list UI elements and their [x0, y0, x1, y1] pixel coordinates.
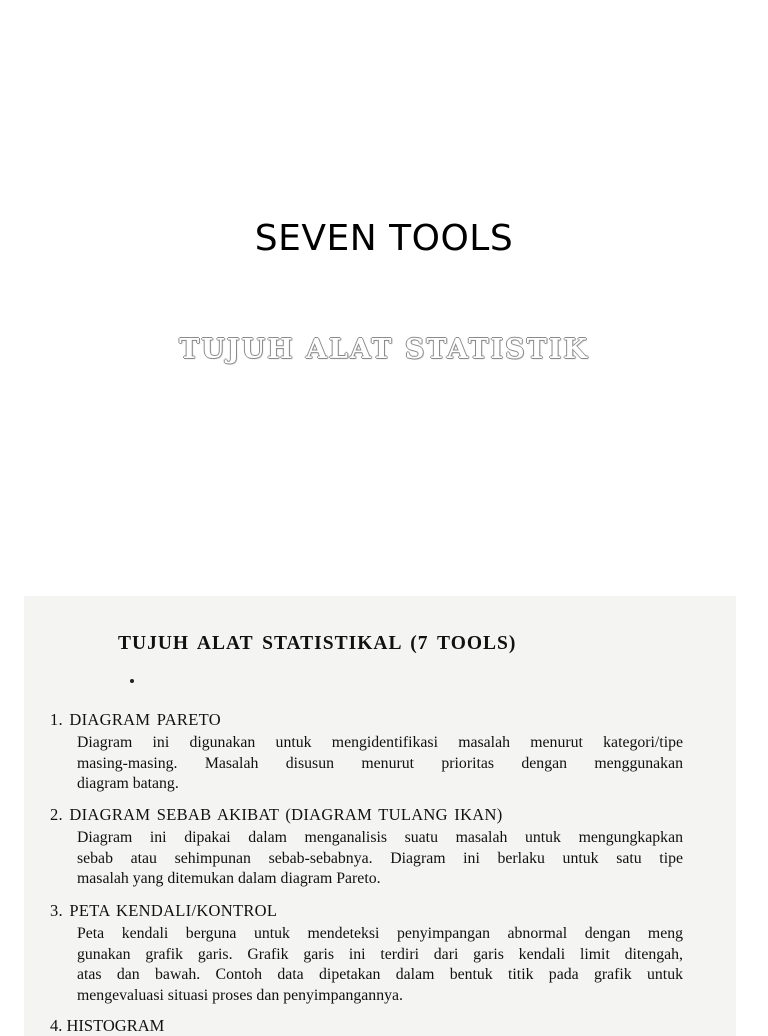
scanned-document-page — [24, 596, 736, 1036]
list-item-pareto — [50, 710, 690, 795]
slide-subtitle: TUJUH ALAT STATISTIK — [179, 334, 589, 365]
body-line: diagram batang. — [77, 775, 179, 792]
list-item-heading: 2. DIAGRAM SEBAB AKIBAT (DIAGRAM TULANG IKAN) — [50, 805, 503, 824]
body-line: masalah yang ditemukan dalam diagram Pareto. — [77, 870, 381, 887]
list-item-body — [77, 828, 683, 890]
list-item-control-chart — [50, 901, 690, 1006]
cut-off-heading: 4. HISTOGRAM — [50, 1016, 165, 1035]
body-line: masing-masing. Masalah disusun menurut prioritas dengan menggunakan — [77, 754, 683, 772]
body-line: Diagram ini digunakan untuk mengidentifikasi masalah menurut kategori/tipe — [77, 734, 683, 751]
body-line: gunakan grafik garis. Grafik garis ini terdiri dari garis kendali limit ditengah, — [77, 945, 683, 963]
slide-title: SEVEN TOOLS — [254, 218, 514, 259]
body-line: sebab atau sehimpunan sebab-sebabnya. Diagram ini berlaku untuk satu tipe — [77, 849, 683, 867]
body-line: atas dan bawah. Contoh data dipetakan dalam bentuk titik pada grafik untuk — [77, 966, 683, 983]
list-item-body — [77, 924, 683, 1006]
scan-speck — [130, 679, 134, 683]
list-item-cause-effect — [50, 805, 690, 890]
list-item-heading: 3. PETA KENDALI/KONTROL — [50, 901, 278, 920]
list-item-heading: 1. DIAGRAM PARETO — [50, 710, 221, 729]
body-line: Peta kendali berguna untuk mendeteksi penyimpangan abnormal dengan meng — [77, 925, 683, 942]
body-line: Diagram ini dipakai dalam menganalisis suatu masalah untuk mengungkapkan — [77, 829, 683, 846]
body-line: mengevaluasi situasi proses dan penyimpangannya. — [77, 986, 403, 1004]
list-item-body — [77, 733, 683, 795]
document-heading: TUJUH ALAT STATISTIKAL (7 TOOLS) — [118, 633, 517, 654]
